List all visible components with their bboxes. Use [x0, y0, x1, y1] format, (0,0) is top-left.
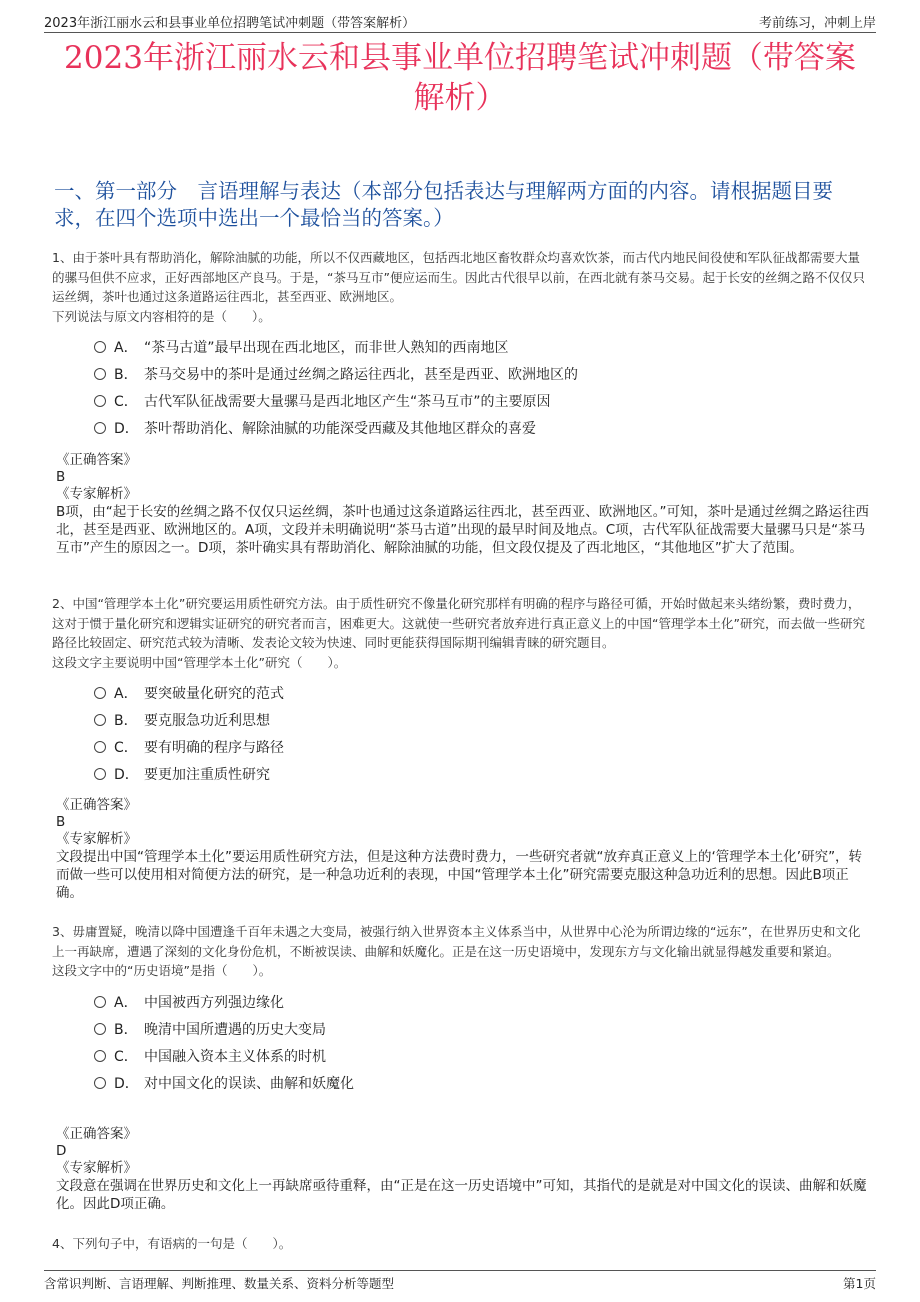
- radio-icon[interactable]: [94, 1050, 106, 1062]
- radio-icon[interactable]: [94, 741, 106, 753]
- option-text: 古代军队征战需要大量骡马是西北地区产生“茶马互市”的主要原因: [144, 394, 551, 410]
- radio-icon[interactable]: [94, 714, 106, 726]
- page-title: 2023年浙江丽水云和县事业单位招聘笔试冲刺题（带答案解析）: [64, 40, 856, 116]
- answer-value: D: [56, 1143, 67, 1159]
- answer-block-1: [56, 452, 870, 557]
- option-d[interactable]: D． 对中国文化的误读、曲解和妖魔化: [94, 1069, 870, 1096]
- question-2: [52, 594, 870, 788]
- option-text: “茶马古道”最早出现在西北地区，而非世人熟知的西南地区: [144, 340, 509, 356]
- radio-icon[interactable]: [94, 768, 106, 780]
- answer-value: B: [56, 469, 66, 485]
- analysis-text: 文段意在强调在世界历史和文化上一再缺席亟待重释，由“正是在这一历史语境中”可知，其指代的是就是对中国文化的误读、曲解和妖魔化。因此D项正确。: [56, 1178, 867, 1212]
- analysis-label: 《专家解析》: [56, 1160, 137, 1176]
- section-heading: 一、第一部分 言语理解与表达（本部分包括表达与理解两方面的内容。请根据题目要求，在四个选项中选出一个最恰当的答案。）: [54, 179, 833, 230]
- answer-block-2: [56, 797, 870, 902]
- option-text: 茶叶帮助消化、解除油腻的功能深受西藏及其他地区群众的喜爱: [144, 421, 536, 437]
- option-d[interactable]: D． 要更加注重质性研究: [94, 761, 870, 788]
- option-text: 茶马交易中的茶叶是通过丝绸之路运往西北，甚至是西亚、欧洲地区的: [144, 367, 578, 383]
- radio-icon[interactable]: [94, 1077, 106, 1089]
- analysis-text: B项，由“起于长安的丝绸之路不仅仅只运丝绸，茶叶也通过这条道路运往西北，甚至西亚、欧洲地区。”可知，茶叶是通过丝绸之路运往西北，甚至是西亚、欧洲地区的。A项，文段并未明确说明“茶马古道”出现的最早时间及地点。C项，古代军队征战需要大量骡马只是“茶马互市”产生的原因之一。D项，茶叶确实具有帮助消化、解除油腻的功能，但文段仅提及了西北地区，“其他地区”扩大了范围。: [56, 504, 869, 556]
- question-3: [52, 922, 870, 1096]
- radio-icon[interactable]: [94, 422, 106, 434]
- option-a[interactable]: A． 要突破量化研究的范式: [94, 680, 870, 707]
- radio-icon[interactable]: [94, 368, 106, 380]
- option-text: 对中国文化的误读、曲解和妖魔化: [144, 1075, 354, 1092]
- page-number: 第1页: [843, 1276, 876, 1291]
- option-c[interactable]: C． 中国融入资本主义体系的时机: [94, 1042, 870, 1069]
- option-b[interactable]: B． 要克服急功近利思想: [94, 707, 870, 734]
- analysis-text: 文段提出中国“管理学本土化”要运用质性研究方法，但是这种方法费时费力，一些研究者就“放弃真正意义上的‘管理学本土化’研究”，转而做一些可以使用相对简便方法的研究，是一种急功近利的表现，中国“管理学本土化”研究需要克服这种急功近利的思想。因此B项正确。: [56, 849, 863, 901]
- question-stem: 下列说法与原文内容相符的是（ ）。: [52, 308, 271, 324]
- answer-label: 《正确答案》: [56, 797, 137, 813]
- answer-value: B: [56, 814, 66, 830]
- question-stem: 这段文字主要说明中国“管理学本土化”研究（ ）。: [52, 654, 347, 670]
- option-text: 要突破量化研究的范式: [144, 686, 284, 702]
- option-text: 要更加注重质性研究: [144, 767, 270, 783]
- option-d[interactable]: D． 茶叶帮助消化、解除油腻的功能深受西藏及其他地区群众的喜爱: [94, 415, 870, 442]
- answer-label: 《正确答案》: [56, 452, 137, 468]
- radio-icon[interactable]: [94, 996, 106, 1008]
- question-text: 2、中国“管理学本土化”研究要运用质性研究方法。由于质性研究不像量化研究那样有明确的程序与路径可循，开始时做起来头绪纷繁，费时费力，这对于惯于量化研究和逻辑实证研究的研究者而言，困难更大。这就使一些研究者放弃进行真正意义上的中国“管理学本土化”研究，而去做一些研究路径比较固定、研究范式较为清晰、发表论文较为快速、同时更能获得国际期刊编辑青睐的研究题目。: [52, 596, 865, 650]
- page-footer: [44, 1270, 876, 1291]
- option-c[interactable]: C． 古代军队征战需要大量骡马是西北地区产生“茶马互市”的主要原因: [94, 388, 870, 415]
- radio-icon[interactable]: [94, 687, 106, 699]
- option-list: [94, 988, 870, 1096]
- analysis-label: 《专家解析》: [56, 486, 137, 502]
- option-text: 中国融入资本主义体系的时机: [144, 1048, 326, 1065]
- analysis-label: 《专家解析》: [56, 831, 137, 847]
- option-b[interactable]: B． 茶马交易中的茶叶是通过丝绸之路运往西北，甚至是西亚、欧洲地区的: [94, 361, 870, 388]
- answer-label: 《正确答案》: [56, 1126, 137, 1142]
- option-b[interactable]: B． 晚清中国所遭遇的历史大变局: [94, 1015, 870, 1042]
- radio-icon[interactable]: [94, 1023, 106, 1035]
- option-text: 中国被西方列强边缘化: [144, 994, 284, 1011]
- question-text: 1、由于茶叶具有帮助消化，解除油腻的功能，所以不仅西藏地区，包括西北地区畜牧群众均喜欢饮茶，而古代内地民间役使和军队征战都需要大量的骡马但供不应求，正好西部地区产良马。于是，“茶马互市”便应运而生。因此古代很早以前，在西北就有茶马交易。起于长安的丝绸之路不仅仅只运丝绸，茶叶也通过这条道路运往西北，甚至西亚、欧洲地区。: [52, 250, 865, 304]
- radio-icon[interactable]: [94, 395, 106, 407]
- option-list: [94, 680, 870, 788]
- question-1: [52, 248, 870, 442]
- page-header: [44, 10, 876, 33]
- option-text: 晚清中国所遭遇的历史大变局: [144, 1021, 326, 1038]
- question-text: 4、下列句子中，有语病的一句是（ ）。: [52, 1236, 292, 1251]
- answer-block-3: [56, 1126, 870, 1213]
- question-4: [52, 1234, 870, 1254]
- question-stem: 这段文字中的“历史语境”是指（ ）。: [52, 963, 272, 978]
- option-c[interactable]: C． 要有明确的程序与路径: [94, 734, 870, 761]
- option-text: 要有明确的程序与路径: [144, 740, 284, 756]
- option-a[interactable]: A． “茶马古道”最早出现在西北地区，而非世人熟知的西南地区: [94, 334, 870, 361]
- option-list: [94, 334, 870, 442]
- option-a[interactable]: A． 中国被西方列强边缘化: [94, 988, 870, 1015]
- radio-icon[interactable]: [94, 341, 106, 353]
- footer-description: 含常识判断、言语理解、判断推理、数量关系、资料分析等题型: [44, 1276, 395, 1291]
- header-doc-title: 2023年浙江丽水云和县事业单位招聘笔试冲刺题（带答案解析）: [44, 16, 416, 31]
- option-text: 要克服急功近利思想: [144, 713, 270, 729]
- header-slogan: 考前练习，冲刺上岸: [758, 16, 876, 31]
- question-text: 3、毋庸置疑，晚清以降中国遭逢千百年未遇之大变局，被强行纳入世界资本主义体系当中，从世界中心沦为所谓边缘的“远东”，在世界历史和文化上一再缺席，遭遇了深刻的文化身份危机，不断被误读、曲解和妖魔化。正是在这一历史语境中，发现东方与文化输出就显得越发重要和紧迫。: [52, 924, 861, 959]
